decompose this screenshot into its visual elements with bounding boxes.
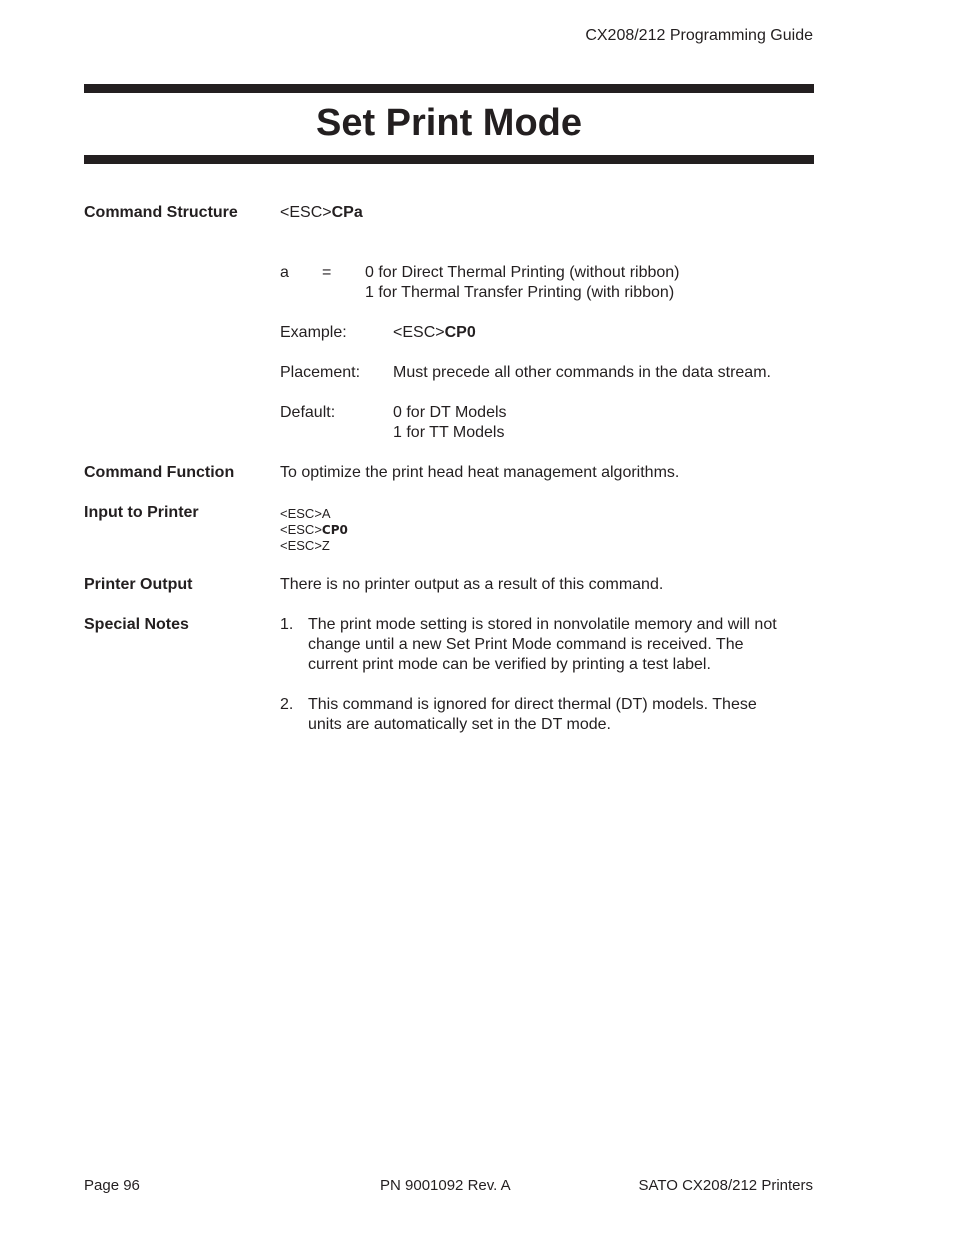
special-notes-label: Special Notes — [84, 616, 189, 633]
note-number: 2. — [280, 696, 294, 713]
input-prefix: <ESC> — [280, 538, 322, 553]
param-name: a — [280, 264, 289, 281]
example-value — [393, 323, 476, 343]
example-command: CP0 — [444, 324, 476, 341]
input-prefix: <ESC> — [280, 506, 322, 521]
input-line-2 — [280, 538, 330, 554]
command-prefix: <ESC> — [280, 204, 332, 221]
printer-output-text: There is no printer output as a result of this command. — [280, 576, 664, 593]
example-prefix: <ESC> — [393, 324, 445, 341]
default-label: Default: — [280, 404, 336, 421]
input-line-1 — [280, 522, 348, 538]
title-bottom-rule — [84, 155, 814, 164]
input-prefix: <ESC> — [280, 522, 322, 537]
default-value-0: 0 for DT Models — [393, 404, 507, 421]
input-line-0 — [280, 506, 331, 522]
param-option-1: 1 for Thermal Transfer Printing (with ribbon) — [365, 284, 675, 301]
printer-output-label: Printer Output — [84, 576, 193, 593]
command-structure-label: Command Structure — [84, 204, 238, 221]
footer-product: SATO CX208/212 Printers — [638, 1177, 813, 1194]
note-number: 1. — [280, 616, 294, 633]
title-top-rule — [84, 84, 814, 93]
example-label: Example: — [280, 324, 347, 341]
input-command: Z — [321, 538, 330, 553]
placement-text: Must precede all other commands in the data stream. — [393, 364, 771, 381]
note-1-line-1: change until a new Set Print Mode command is received. The — [308, 636, 744, 653]
note-2-line-1: units are automatically set in the DT mode. — [308, 716, 611, 733]
input-command: CP0 — [321, 523, 348, 537]
page-title: Set Print Mode — [315, 102, 583, 144]
note-1-line-2: current print mode can be verified by printing a test label. — [308, 656, 711, 673]
placement-label: Placement: — [280, 364, 361, 381]
note-1-line-0: The print mode setting is stored in nonvolatile memory and will not — [308, 616, 777, 633]
note-2-line-0: This command is ignored for direct thermal (DT) models. These — [308, 696, 757, 713]
param-equals: = — [322, 264, 332, 281]
param-option-0: 0 for Direct Thermal Printing (without ribbon) — [365, 264, 680, 281]
command-code: CPa — [331, 204, 363, 221]
footer-part-number: PN 9001092 Rev. A — [380, 1177, 511, 1194]
command-function-text: To optimize the print head heat management algorithms. — [280, 464, 680, 481]
footer-page-number: Page 96 — [84, 1177, 140, 1194]
input-command: A — [321, 506, 331, 521]
command-function-label: Command Function — [84, 464, 235, 481]
default-value-1: 1 for TT Models — [393, 424, 505, 441]
input-to-printer-label: Input to Printer — [84, 504, 199, 521]
command-structure-syntax — [280, 203, 363, 223]
guide-title: CX208/212 Programming Guide — [585, 27, 813, 44]
